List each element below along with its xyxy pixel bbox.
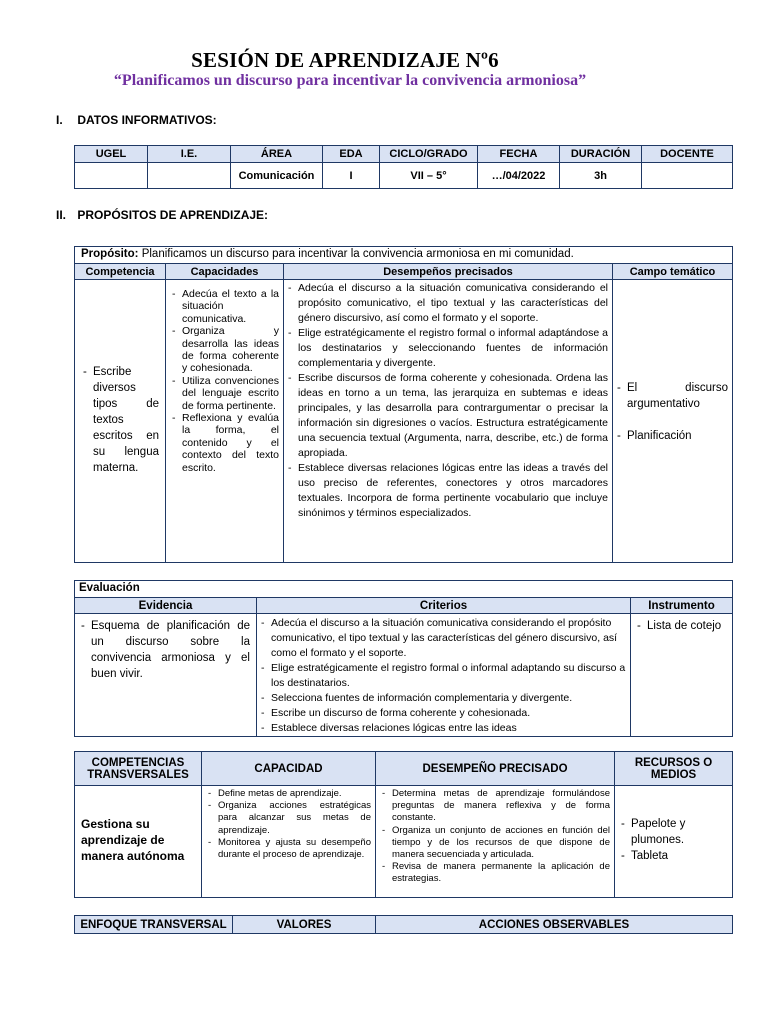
proposito-row: [75, 247, 733, 264]
header-campo-tematico: Campo temático: [613, 264, 733, 280]
list-item: - Determina metas de aprendizaje formulándose preguntas de manera reflexiva y de forma constante.: [382, 788, 610, 825]
propositos-table: [74, 246, 733, 563]
header-desempenos: Desempeños precisados: [284, 264, 613, 280]
list-item: - Establece diversas relaciones lógicas entre las ideas a través del uso preciso de referentes, conectores y otros marcadores textuales. Incorpora de forma pertinente vocabulario que incluye sinónimos y términos especializados.: [288, 461, 608, 521]
evaluacion-table: [74, 580, 733, 737]
session-subtitle: “Planificamos un discurso para incentivar la convivencia armoniosa”: [113, 72, 587, 89]
list-item: - Organiza y desarrolla las ideas de forma coherente y cohesionada.: [172, 325, 279, 375]
header-desempeno-precisado: DESEMPEÑO PRECISADO: [376, 752, 615, 786]
competencia-transversal-cell: Gestiona su aprendizaje de manera autónoma: [75, 786, 202, 898]
list-item: - Elige estratégicamente el registro formal o informal adaptándose a los destinatarios y seleccionando fuentes de información complementaria y divergente.: [288, 326, 608, 371]
header-recursos-medios: RECURSOS O MEDIOS: [615, 752, 733, 786]
section-propositos-heading: [56, 208, 268, 222]
section-label: DATOS INFORMATIVOS:: [77, 113, 217, 127]
section-number: I.: [56, 113, 63, 127]
list-item: - Escribe diversos tipos de textos escritos en su lengua materna.: [83, 364, 159, 476]
header-acciones-observables: ACCIONES OBSERVABLES: [376, 916, 733, 934]
list-item: - Papelote y plumones.: [621, 816, 728, 848]
list-item: - Organiza un conjunto de acciones en función del tiempo y de los recursos de que dispone de manera secuenciada y articulada.: [382, 825, 610, 862]
list-item: - Lista de cotejo: [637, 618, 728, 634]
value-ie: [148, 163, 231, 189]
competencias-transversales-table: [74, 751, 733, 898]
criterios-cell: [257, 614, 631, 737]
header-capacidades: Capacidades: [166, 264, 284, 280]
value-eda: I: [323, 163, 380, 189]
header-competencia: Competencia: [75, 264, 166, 280]
desempenos-cell: [284, 280, 613, 563]
header-criterios: Criterios: [257, 598, 631, 614]
header-valores: VALORES: [233, 916, 376, 934]
header-ie: I.E.: [148, 146, 231, 163]
value-duracion: 3h: [560, 163, 642, 189]
list-item: - El discurso argumentativo: [617, 380, 728, 412]
header-ugel: UGEL: [75, 146, 148, 163]
list-item: - Selecciona fuentes de información complementaria y divergente.: [261, 691, 626, 706]
value-fecha: …/04/2022: [478, 163, 560, 189]
capacidades-cell: [166, 280, 284, 563]
value-ugel: [75, 163, 148, 189]
evaluacion-title: Evaluación: [75, 581, 733, 598]
header-ciclo-grado: CICLO/GRADO: [380, 146, 478, 163]
value-docente: [642, 163, 733, 189]
value-area: Comunicación: [231, 163, 323, 189]
section-datos-heading: [56, 113, 217, 127]
list-item: - Esquema de planificación de un discurso sobre la convivencia armoniosa y el buen vivir.: [81, 618, 250, 682]
enfoque-transversal-table: [74, 915, 733, 934]
section-label: PROPÓSITOS DE APRENDIZAJE:: [77, 208, 269, 222]
list-item: - Revisa de manera permanente la aplicación de estrategias.: [382, 861, 610, 885]
proposito-label: Propósito:: [81, 248, 139, 260]
evidencia-cell: [75, 614, 257, 737]
list-item: - Tableta: [621, 848, 728, 864]
list-item: - Escribe discursos de forma coherente y cohesionada. Ordena las ideas en torno a un tema, las jerarquiza en subtemas e ideas principales, y las desarrolla para contrargumentar o precisar la información sin digresiones o vacíos. Estructura estratégicamente una secuencia textual (Argumenta, narra, describe, etc.) de forma apropiada.: [288, 371, 608, 461]
instrumento-cell: [631, 614, 733, 737]
recursos-cell: [615, 786, 733, 898]
header-competencias-transversales: COMPETENCIAS TRANSVERSALES: [75, 752, 202, 786]
header-capacidad: CAPACIDAD: [202, 752, 376, 786]
list-item: - Reflexiona y evalúa la forma, el contenido y el contexto del texto escrito.: [172, 412, 279, 474]
header-area: ÁREA: [231, 146, 323, 163]
header-enfoque-transversal: ENFOQUE TRANSVERSAL: [75, 916, 233, 934]
header-duracion: DURACIÓN: [560, 146, 642, 163]
list-item: - Escribe un discurso de forma coherente y cohesionada.: [261, 706, 626, 721]
capacidad-cell: [202, 786, 376, 898]
list-item: - Elige estratégicamente el registro formal o informal adaptando su discurso a los destinatarios.: [261, 661, 626, 691]
header-eda: EDA: [323, 146, 380, 163]
header-instrumento: Instrumento: [631, 598, 733, 614]
campo-tematico-cell: [613, 280, 733, 563]
header-docente: DOCENTE: [642, 146, 733, 163]
list-item: - Adecúa el discurso a la situación comunicativa considerando el propósito comunicativo, el tipo textual y las características del género discursivo, así como el formato y el soporte.: [261, 616, 626, 661]
value-ciclo-grado: VII – 5°: [380, 163, 478, 189]
list-item: - Define metas de aprendizaje.: [208, 788, 371, 800]
competencia-cell: [75, 280, 166, 563]
proposito-text: Planificamos un discurso para incentivar la convivencia armoniosa en mi comunidad.: [138, 248, 574, 260]
section-number: II.: [56, 208, 67, 222]
datos-informativos-table: [74, 145, 733, 189]
list-item: - Adecúa el discurso a la situación comunicativa considerando el propósito comunicativo, el tipo textual y las características del género discursivo, así como el formato y el soporte.: [288, 281, 608, 326]
list-item: - Utiliza convenciones del lenguaje escrito de forma pertinente.: [172, 375, 279, 412]
list-item: - Adecúa el texto a la situación comunicativa.: [172, 288, 279, 325]
session-title: SESIÓN DE APRENDIZAJE Nº6: [191, 48, 499, 72]
header-fecha: FECHA: [478, 146, 560, 163]
list-item: - Monitorea y ajusta su desempeño durante el proceso de aprendizaje.: [208, 837, 371, 861]
list-item: - Planificación: [617, 428, 728, 444]
list-item: - Establece diversas relaciones lógicas entre las ideas: [261, 721, 626, 736]
list-item: - Organiza acciones estratégicas para alcanzar sus metas de aprendizaje.: [208, 800, 371, 837]
desempeno-precisado-cell: [376, 786, 615, 898]
header-evidencia: Evidencia: [75, 598, 257, 614]
